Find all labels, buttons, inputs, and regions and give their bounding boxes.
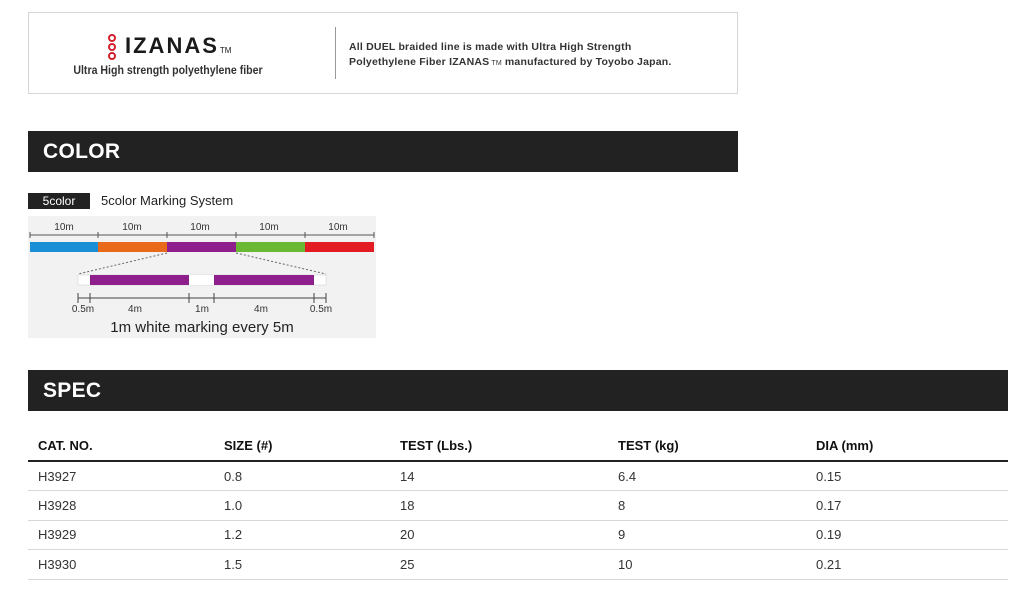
- table-row: [28, 520, 1008, 550]
- cell-test-kg: 6.4: [608, 461, 806, 491]
- banner-divider: [335, 27, 336, 79]
- color-section-title: COLOR: [28, 131, 738, 172]
- detail-purple-segment-1: [90, 275, 189, 285]
- cell-dia: 0.19: [806, 520, 1008, 550]
- spec-table-header-row: [28, 430, 1008, 461]
- marking-caption: 1m white marking every 5m: [110, 319, 294, 336]
- cell-size: 1.5: [214, 550, 390, 580]
- zoom-line-left: [78, 253, 167, 274]
- color-segment-green: [236, 242, 305, 252]
- cell-size: 1.0: [214, 491, 390, 521]
- column-header-size: SIZE (#): [214, 430, 390, 461]
- cell-test-lbs: 20: [390, 520, 608, 550]
- cell-cat-no: H3929: [28, 520, 214, 550]
- color-segment-blue: [30, 242, 98, 252]
- cell-dia: 0.15: [806, 461, 1008, 491]
- table-row: [28, 550, 1008, 580]
- zoom-line-right: [236, 253, 326, 274]
- color-segment-red: [305, 242, 374, 252]
- description-line-2: [349, 55, 729, 71]
- spec-section-title: SPEC: [28, 370, 1008, 411]
- cell-test-kg: 10: [608, 550, 806, 580]
- column-header-test-lbs: TEST (Lbs.): [390, 430, 608, 461]
- cell-size: 1.2: [214, 520, 390, 550]
- cell-cat-no: H3928: [28, 491, 214, 521]
- color-count-tag: 5color: [28, 193, 90, 209]
- izanas-description: [349, 40, 729, 71]
- column-header-test-kg: TEST (kg): [608, 430, 806, 461]
- marking-diagram-svg: [28, 216, 376, 338]
- description-line-2-end: manufactured by Toyobo Japan.: [504, 56, 672, 68]
- color-segment-purple: [167, 242, 236, 252]
- color-segment-orange: [98, 242, 167, 252]
- izanas-tagline: Ultra High strength polyethylene fiber: [73, 65, 263, 77]
- description-line-1: All DUEL braided line is made with Ultra High Strength: [349, 41, 632, 53]
- color-marking-diagram: [28, 216, 376, 338]
- cell-dia: 0.17: [806, 491, 1008, 521]
- detail-label-white: 1m: [195, 304, 209, 315]
- description-tm: TM: [491, 60, 502, 67]
- detail-label-length-right: 4m: [254, 304, 268, 315]
- detail-label-length-left: 4m: [128, 304, 142, 315]
- izanas-logo: [29, 13, 307, 93]
- cell-test-kg: 8: [608, 491, 806, 521]
- detail-label-end-left: 0.5m: [71, 304, 95, 315]
- spec-table: [28, 430, 1008, 580]
- cell-dia: 0.21: [806, 550, 1008, 580]
- column-header-cat-no: CAT. NO.: [28, 430, 214, 461]
- izanas-banner: [28, 12, 738, 94]
- cell-cat-no: H3927: [28, 461, 214, 491]
- cell-cat-no: H3930: [28, 550, 214, 580]
- table-row: [28, 491, 1008, 521]
- logo-wordmark: IZANAS: [125, 33, 219, 58]
- detail-label-end-right: 0.5m: [309, 304, 333, 315]
- cell-test-lbs: 18: [390, 491, 608, 521]
- cell-test-lbs: 14: [390, 461, 608, 491]
- segment-label-1: 10m: [54, 222, 74, 233]
- description-line-2-start: Polyethylene Fiber IZANAS: [349, 56, 490, 68]
- white-marking: [189, 275, 214, 285]
- logo-tm: TM: [219, 46, 232, 55]
- cell-size: 0.8: [214, 461, 390, 491]
- table-row: [28, 461, 1008, 491]
- segment-label-2: 10m: [122, 222, 142, 233]
- color-system-label: 5color Marking System: [101, 193, 234, 208]
- segment-label-4: 10m: [259, 222, 279, 233]
- cell-test-lbs: 25: [390, 550, 608, 580]
- cell-test-kg: 9: [608, 520, 806, 550]
- izanas-logo-text: [125, 33, 231, 59]
- segment-label-3: 10m: [190, 222, 210, 233]
- segment-label-5: 10m: [328, 222, 348, 233]
- izanas-logo-mark-icon: [107, 34, 117, 60]
- column-header-dia: DIA (mm): [806, 430, 1008, 461]
- detail-purple-segment-2: [214, 275, 314, 285]
